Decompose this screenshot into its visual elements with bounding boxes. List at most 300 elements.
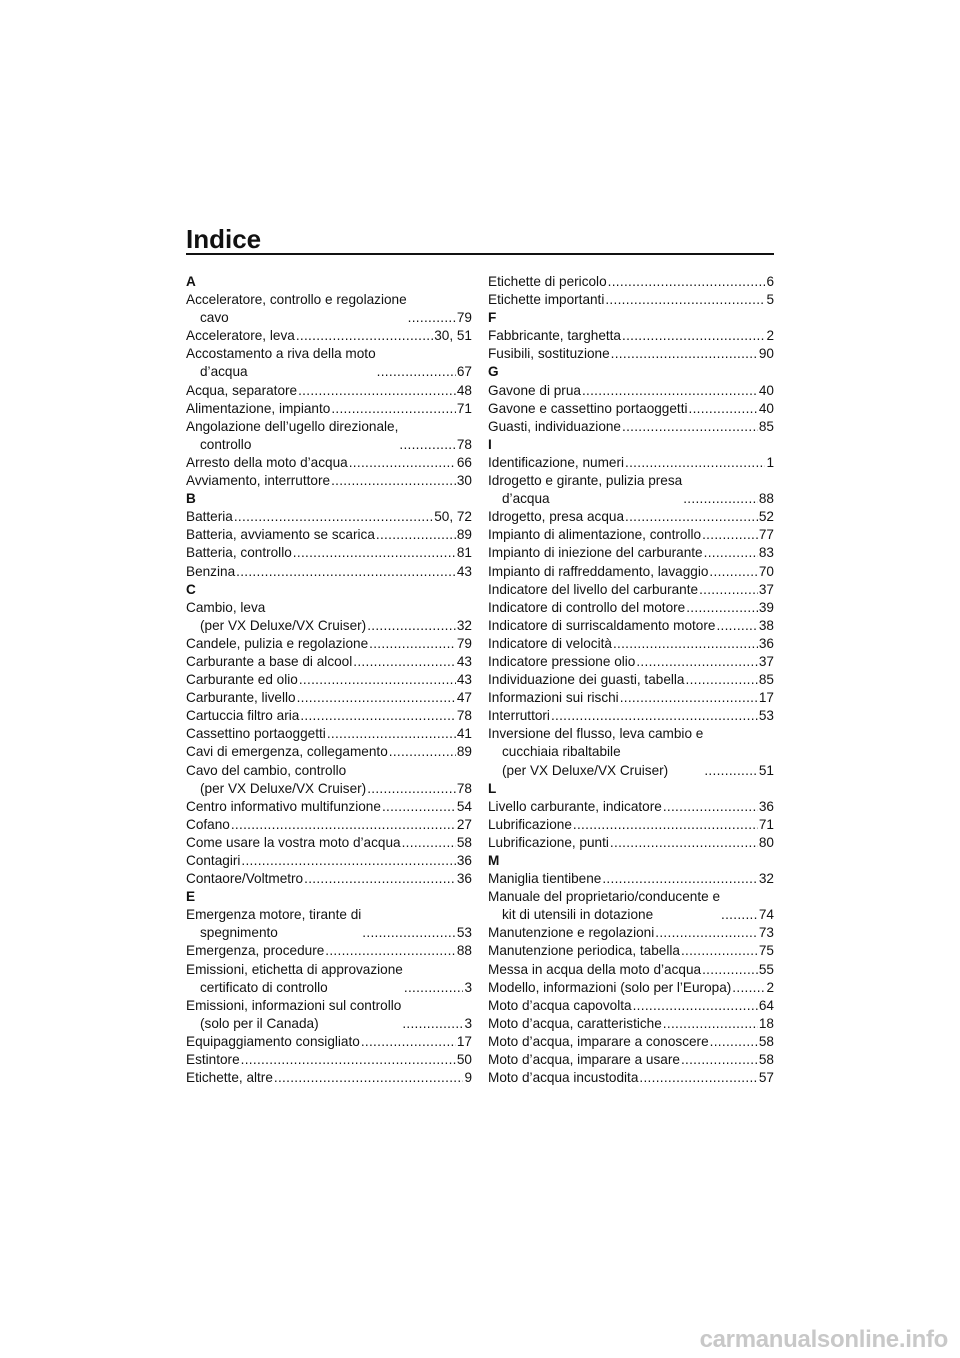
index-entry[interactable]	[488, 617, 774, 635]
index-page-number: 52	[758, 509, 774, 525]
index-entry[interactable]	[488, 400, 774, 418]
index-entry[interactable]	[186, 762, 472, 798]
dot-leader	[382, 798, 456, 816]
index-letter-heading: G	[488, 364, 499, 380]
index-page-number: 83	[758, 545, 774, 561]
index-entry-continuation: cucchiaia ribaltabile	[502, 744, 621, 760]
index-entry[interactable]	[488, 599, 774, 617]
page-title: Indice	[186, 224, 262, 254]
index-entry-text: Impianto di alimentazione, controllo	[488, 527, 702, 543]
index-page-number: 9	[464, 1070, 472, 1086]
index-entry[interactable]	[488, 653, 774, 671]
index-entry-text: Fabbricante, targhetta	[488, 328, 621, 344]
index-entry-text: Idrogetto, presa acqua	[488, 509, 625, 525]
index-entry-text: Cofano	[186, 816, 230, 832]
dot-leader	[704, 544, 758, 562]
dot-leader	[683, 490, 758, 508]
index-page-number: 36	[456, 853, 472, 868]
dot-leader	[716, 617, 757, 635]
index-entry[interactable]	[488, 472, 774, 508]
index-page-number: 77	[758, 527, 774, 543]
index-entry[interactable]	[186, 418, 472, 454]
dot-leader	[655, 924, 758, 942]
index-entry-text: Candele, pulizia e regolazione	[186, 635, 369, 651]
dot-leader	[681, 942, 758, 960]
index-entry-text: Gavone di prua	[488, 382, 581, 398]
index-entry-continuation: d’acqua	[200, 364, 248, 380]
index-entry[interactable]	[186, 870, 472, 888]
index-entry-continuation: d’acqua	[502, 491, 550, 507]
index-page-number: 67	[456, 364, 472, 380]
index-page-number: 40	[758, 400, 774, 416]
index-entry[interactable]	[186, 1051, 472, 1069]
index-entry[interactable]	[488, 834, 774, 852]
index-entry[interactable]	[186, 816, 472, 834]
index-entry-continuation: (per VX Deluxe/VX Cruiser)	[200, 780, 367, 796]
index-page-number: 88	[758, 491, 774, 507]
index-page-number: 88	[456, 943, 472, 959]
dot-leader	[636, 653, 758, 671]
index-page-number: 53	[456, 925, 472, 941]
index-entry[interactable]	[186, 961, 472, 997]
index-entry[interactable]	[488, 798, 774, 816]
watermark: carmanualsonline.info	[699, 1326, 948, 1353]
index-entry[interactable]	[488, 581, 774, 599]
index-page-number: 80	[758, 834, 774, 850]
index-entry[interactable]	[186, 400, 472, 418]
index-entry[interactable]	[488, 725, 774, 779]
index-entry-text: Avviamento, interruttore	[186, 473, 331, 489]
index-entry-text: Moto d’acqua capovolta	[488, 997, 632, 1013]
dot-leader	[686, 671, 758, 689]
index-entry-text: Accostamento a riva della moto	[186, 346, 376, 362]
index-page-number: 17	[456, 1033, 472, 1049]
dot-leader	[605, 291, 765, 309]
index-page-number: 6	[766, 274, 774, 289]
index-entry[interactable]	[186, 345, 472, 381]
index-page-number: 36	[758, 635, 774, 651]
dot-leader	[625, 508, 758, 526]
index-entry[interactable]	[186, 852, 472, 870]
dot-leader	[300, 707, 456, 725]
index-entry[interactable]	[488, 382, 774, 400]
dot-leader	[633, 997, 758, 1015]
index-entry-text: Etichette importanti	[488, 292, 605, 308]
dot-leader	[304, 870, 456, 888]
dot-leader	[582, 382, 758, 400]
index-page-number: 48	[456, 382, 472, 398]
index-entry[interactable]	[488, 1033, 774, 1051]
index-entry-text: Indicatore di controllo del motore	[488, 599, 686, 615]
index-entry[interactable]	[488, 997, 774, 1015]
index-entry-text: Maniglia tientibene	[488, 871, 602, 887]
index-entry-text: Identificazione, numeri	[488, 454, 625, 470]
index-page-number: 36	[456, 871, 472, 887]
index-entry-text: Moto d’acqua, imparare a conoscere	[488, 1033, 709, 1049]
index-entry[interactable]	[488, 671, 774, 689]
dot-leader	[376, 526, 456, 544]
index-entry-text: Carburante ed olio	[186, 672, 298, 688]
index-entry-text: Batteria, controllo	[186, 545, 292, 561]
index-entry[interactable]	[488, 870, 774, 888]
index-entry-continuation: cavo	[200, 310, 229, 326]
index-page-number: 71	[758, 816, 774, 832]
dot-leader	[241, 852, 455, 870]
dot-leader	[689, 400, 758, 418]
index-entry-text: Carburante a base di alcool	[186, 653, 353, 669]
dot-leader	[296, 327, 433, 345]
index-entry[interactable]	[488, 508, 774, 526]
index-entry[interactable]	[186, 563, 472, 581]
index-entry-text: Cassettino portaoggetti	[186, 726, 326, 742]
index-page-number: 50, 72	[434, 509, 472, 525]
index-entry-text: Angolazione dell’ugello direzionale,	[186, 418, 399, 434]
index-letter-heading: E	[186, 889, 196, 905]
index-letter-heading: B	[186, 491, 196, 507]
dot-leader	[686, 599, 758, 617]
dot-leader	[377, 363, 456, 381]
index-page-number: 36	[758, 798, 774, 814]
dot-leader	[241, 1051, 456, 1069]
index-entry-text: Contagiri	[186, 853, 241, 868]
index-entry-text: Emissioni, informazioni sul controllo	[186, 997, 402, 1013]
index-entry-text: Moto d’acqua incustodita	[488, 1070, 639, 1086]
dot-leader	[362, 924, 456, 942]
dot-leader	[551, 707, 758, 725]
index-entry[interactable]	[186, 382, 472, 400]
index-page-number: 57	[758, 1070, 774, 1086]
index-entry-text: Cartuccia filtro aria	[186, 708, 300, 724]
index-page-number: 58	[758, 1033, 774, 1049]
index-page-number: 37	[758, 581, 774, 597]
index-entry[interactable]	[488, 707, 774, 725]
index-page-number: 78	[456, 780, 472, 796]
index-entry-text: Centro informativo multifunzione	[186, 798, 381, 814]
index-letter-heading: L	[488, 780, 497, 796]
index-entry-text: Cavo del cambio, controllo	[186, 762, 347, 778]
index-page-number: 2	[766, 328, 774, 344]
index-letter-heading: C	[186, 581, 196, 597]
index-entry-text: Contaore/Voltmetro	[186, 871, 304, 887]
index-entry-text: Emergenza, procedure	[186, 943, 325, 959]
index-page-number: 3	[464, 979, 472, 995]
dot-leader	[620, 689, 758, 707]
index-entry[interactable]	[488, 454, 774, 472]
index-page-number: 78	[456, 708, 472, 724]
index-page-number: 71	[456, 400, 472, 416]
index-page-number: 74	[758, 907, 774, 923]
dot-leader	[367, 617, 456, 635]
index-entry-text: Idrogetto e girante, pulizia presa	[488, 473, 683, 489]
index-entry-continuation: (solo per il Canada)	[200, 1015, 319, 1031]
index-page-number: 81	[456, 545, 472, 561]
index-page-number: 43	[456, 672, 472, 688]
index-entry-text: Manuale del proprietario/conducente e	[488, 889, 721, 905]
index-page-number: 3	[464, 1015, 472, 1031]
index-entry[interactable]	[186, 526, 472, 544]
index-entry[interactable]	[488, 345, 774, 363]
index-entry[interactable]	[488, 563, 774, 581]
index-entry[interactable]	[186, 725, 472, 743]
dot-leader	[234, 508, 433, 526]
index-entry[interactable]	[488, 635, 774, 653]
index-entry[interactable]	[186, 997, 472, 1033]
index-entry-continuation: (per VX Deluxe/VX Cruiser)	[200, 617, 367, 633]
index-entry-continuation: certificato di controllo	[200, 979, 328, 995]
dot-leader	[625, 454, 765, 472]
index-entry-text: Equipaggiamento consigliato	[186, 1033, 360, 1049]
index-page-number: 50	[456, 1052, 472, 1068]
dot-leader	[399, 436, 456, 454]
index-page-number: 79	[456, 635, 472, 651]
dot-leader	[389, 743, 456, 761]
dot-leader	[331, 400, 456, 418]
index-entry[interactable]	[186, 906, 472, 942]
index-entry-text: Etichette, altre	[186, 1070, 273, 1086]
index-entry-text: Indicatore di velocità	[488, 635, 612, 651]
index-page-number: 73	[758, 925, 774, 941]
index-page-number: 85	[758, 418, 774, 434]
dot-leader	[298, 382, 456, 400]
index-page-number: 2	[766, 979, 774, 995]
index-entry[interactable]	[186, 671, 472, 689]
index-entry-text: Acceleratore, controllo e regolazione	[186, 292, 407, 308]
index-page-number: 78	[456, 436, 472, 452]
index-page-number: 89	[456, 744, 472, 760]
index-entry[interactable]	[186, 291, 472, 327]
index-entry[interactable]	[488, 1069, 774, 1087]
index-column-left	[186, 273, 472, 1087]
index-letter-heading: A	[186, 274, 196, 289]
dot-leader	[408, 309, 456, 327]
index-entry[interactable]	[186, 454, 472, 472]
index-page-number: 43	[456, 653, 472, 669]
dot-leader	[611, 345, 758, 363]
index-entry[interactable]	[488, 418, 774, 436]
index-entry[interactable]	[186, 472, 472, 490]
index-entry-text: Lubrificazione, punti	[488, 834, 609, 850]
index-entry[interactable]	[488, 816, 774, 834]
dot-leader	[608, 273, 766, 291]
index-entry[interactable]	[186, 544, 472, 562]
index-entry-text: Modello, informazioni (solo per l’Europa)	[488, 979, 732, 995]
index-page-number: 70	[758, 563, 774, 579]
dot-leader	[613, 635, 758, 653]
index-page-number: 58	[758, 1052, 774, 1068]
index-page-number: 40	[758, 382, 774, 398]
dot-leader	[402, 834, 456, 852]
index-entry-text: Acceleratore, leva	[186, 328, 295, 344]
index-entry[interactable]	[186, 1033, 472, 1051]
index-entry-text: Interruttori	[488, 708, 550, 724]
index-entry[interactable]	[186, 689, 472, 707]
dot-leader	[699, 581, 758, 599]
index-page-number: 47	[456, 690, 472, 706]
dot-leader	[299, 671, 456, 689]
index-entry[interactable]	[186, 942, 472, 960]
index-page-number: 66	[456, 454, 472, 470]
dot-leader	[353, 653, 456, 671]
index-page-number: 79	[456, 310, 472, 326]
index-entry-text: Manutenzione e regolazioni	[488, 925, 655, 941]
dot-leader	[293, 544, 456, 562]
index-entry[interactable]	[488, 942, 774, 960]
index-page-number: 17	[758, 690, 774, 706]
index-page-number: 64	[758, 997, 774, 1013]
dot-leader	[236, 563, 456, 581]
index-page-number: 51	[758, 762, 774, 778]
index-entry[interactable]	[488, 924, 774, 942]
index-page-number: 39	[758, 599, 774, 615]
dot-leader	[327, 725, 456, 743]
index-entry[interactable]	[488, 961, 774, 979]
index-entry-text: Cambio, leva	[186, 599, 266, 615]
dot-leader	[331, 472, 456, 490]
index-entry-continuation: spegnimento	[200, 925, 278, 941]
dot-leader	[639, 1069, 757, 1087]
dot-leader	[297, 689, 456, 707]
index-entry-text: Etichette di pericolo	[488, 274, 607, 289]
index-entry-text: Livello carburante, indicatore	[488, 798, 662, 814]
index-entry-text: Impianto di raffreddamento, lavaggio	[488, 563, 709, 579]
index-entry-text: Alimentazione, impianto	[186, 400, 331, 416]
index-entry-text: Inversione del flusso, leva cambio e	[488, 726, 704, 742]
index-page-number: 55	[758, 961, 774, 977]
index-entry-text: Batteria	[186, 509, 233, 525]
index-entry-text: Messa in acqua della moto d’acqua	[488, 961, 702, 977]
index-entry[interactable]	[488, 979, 774, 997]
dot-leader	[349, 454, 456, 472]
index-page-number: 85	[758, 672, 774, 688]
index-letter-heading: M	[488, 853, 500, 868]
index-entry-text: Indicatore del livello del carburante	[488, 581, 699, 597]
index-entry[interactable]	[488, 291, 774, 309]
dot-leader	[709, 563, 757, 581]
dot-leader	[325, 942, 456, 960]
index-entry-text: Come usare la vostra moto d’acqua	[186, 834, 401, 850]
dot-leader	[402, 1015, 463, 1033]
index-entry-text: Impianto di iniezione del carburante	[488, 545, 703, 561]
index-entry[interactable]	[488, 689, 774, 707]
index-entry[interactable]	[186, 1069, 472, 1087]
index-page-number: 38	[758, 617, 774, 633]
index-page-number: 18	[758, 1015, 774, 1031]
index-page-number: 32	[758, 871, 774, 887]
index-entry-continuation: controllo	[200, 436, 252, 452]
index-entry-text: Informazioni sui rischi	[488, 690, 619, 706]
index-entry-text: Carburante, livello	[186, 690, 296, 706]
index-entry-text: Arresto della moto d’acqua	[186, 454, 348, 470]
index-entry[interactable]	[488, 273, 774, 291]
index-column-right	[488, 273, 774, 1087]
dot-leader	[274, 1069, 464, 1087]
index-page-number: 30, 51	[434, 328, 472, 344]
index-entry-text: Benzina	[186, 563, 236, 579]
index-page-number: 1	[766, 454, 774, 470]
index-entry[interactable]	[488, 888, 774, 924]
index-entry[interactable]	[488, 1051, 774, 1069]
dot-leader	[622, 418, 758, 436]
index-entry[interactable]	[186, 508, 472, 526]
index-entry-text: Guasti, individuazione	[488, 418, 621, 434]
index-entry[interactable]	[488, 544, 774, 562]
dot-leader	[369, 635, 456, 653]
index-entry-text: Individuazione dei guasti, tabella	[488, 672, 685, 688]
dot-leader	[231, 816, 456, 834]
index-entry[interactable]	[186, 834, 472, 852]
index-page-number: 27	[456, 816, 472, 832]
title-rule	[186, 253, 774, 255]
dot-leader	[404, 979, 464, 997]
index-entry[interactable]	[186, 635, 472, 653]
dot-leader	[663, 1015, 758, 1033]
dot-leader	[663, 798, 758, 816]
index-entry[interactable]	[488, 327, 774, 345]
dot-leader	[710, 1033, 758, 1051]
index-page-number: 89	[456, 527, 472, 543]
index-entry-text: Fusibili, sostituzione	[488, 346, 610, 362]
dot-leader	[702, 526, 758, 544]
index-letter-heading: F	[488, 310, 497, 326]
dot-leader	[681, 1051, 758, 1069]
index-entry-text: Cavi di emergenza, collegamento	[186, 744, 388, 760]
index-entry-continuation: kit di utensili in dotazione	[502, 907, 654, 923]
index-entry-text: Moto d’acqua, caratteristiche	[488, 1015, 662, 1031]
index-entry[interactable]	[186, 653, 472, 671]
index-entry[interactable]	[186, 327, 472, 345]
dot-leader	[702, 961, 758, 979]
index-entry-text: Emissioni, etichetta di approvazione	[186, 961, 403, 977]
index-page-number: 30	[456, 473, 472, 489]
index-entry-text: Lubrificazione	[488, 816, 572, 832]
index-page-number: 32	[456, 617, 472, 633]
index-page-number: 43	[456, 563, 472, 579]
index-entry-text: Gavone e cassettino portaoggetti	[488, 400, 688, 416]
index-entry-text: Estintore	[186, 1052, 240, 1068]
index-entry[interactable]	[186, 743, 472, 761]
dot-leader	[361, 1033, 456, 1051]
index-entry-continuation: (per VX Deluxe/VX Cruiser)	[502, 762, 669, 778]
index-entry-text: Indicatore pressione olio	[488, 653, 636, 669]
index-entry-text: Acqua, separatore	[186, 382, 298, 398]
index-entry[interactable]	[488, 1015, 774, 1033]
dot-leader	[732, 979, 765, 997]
dot-leader	[721, 906, 758, 924]
index-page-number: 58	[456, 834, 472, 850]
dot-leader	[610, 834, 758, 852]
index-entry-text: Indicatore di surriscaldamento motore	[488, 617, 716, 633]
dot-leader	[704, 762, 758, 780]
index-entry[interactable]	[186, 798, 472, 816]
index-letter-heading: I	[488, 436, 492, 452]
dot-leader	[573, 816, 758, 834]
index-page-number: 75	[758, 943, 774, 959]
index-page-number: 41	[456, 726, 472, 742]
index-page-number: 5	[766, 292, 774, 308]
index-entry[interactable]	[488, 526, 774, 544]
index-entry-text: Batteria, avviamento se scarica	[186, 527, 375, 543]
index-entry[interactable]	[186, 707, 472, 725]
dot-leader	[622, 327, 765, 345]
index-entry-text: Manutenzione periodica, tabella	[488, 943, 680, 959]
index-page-number: 90	[758, 346, 774, 362]
index-page-number: 54	[456, 798, 472, 814]
index-entry-text: Moto d’acqua, imparare a usare	[488, 1052, 680, 1068]
dot-leader	[367, 780, 456, 798]
dot-leader	[602, 870, 758, 888]
index-entry[interactable]	[186, 599, 472, 635]
index-page-number: 37	[758, 653, 774, 669]
